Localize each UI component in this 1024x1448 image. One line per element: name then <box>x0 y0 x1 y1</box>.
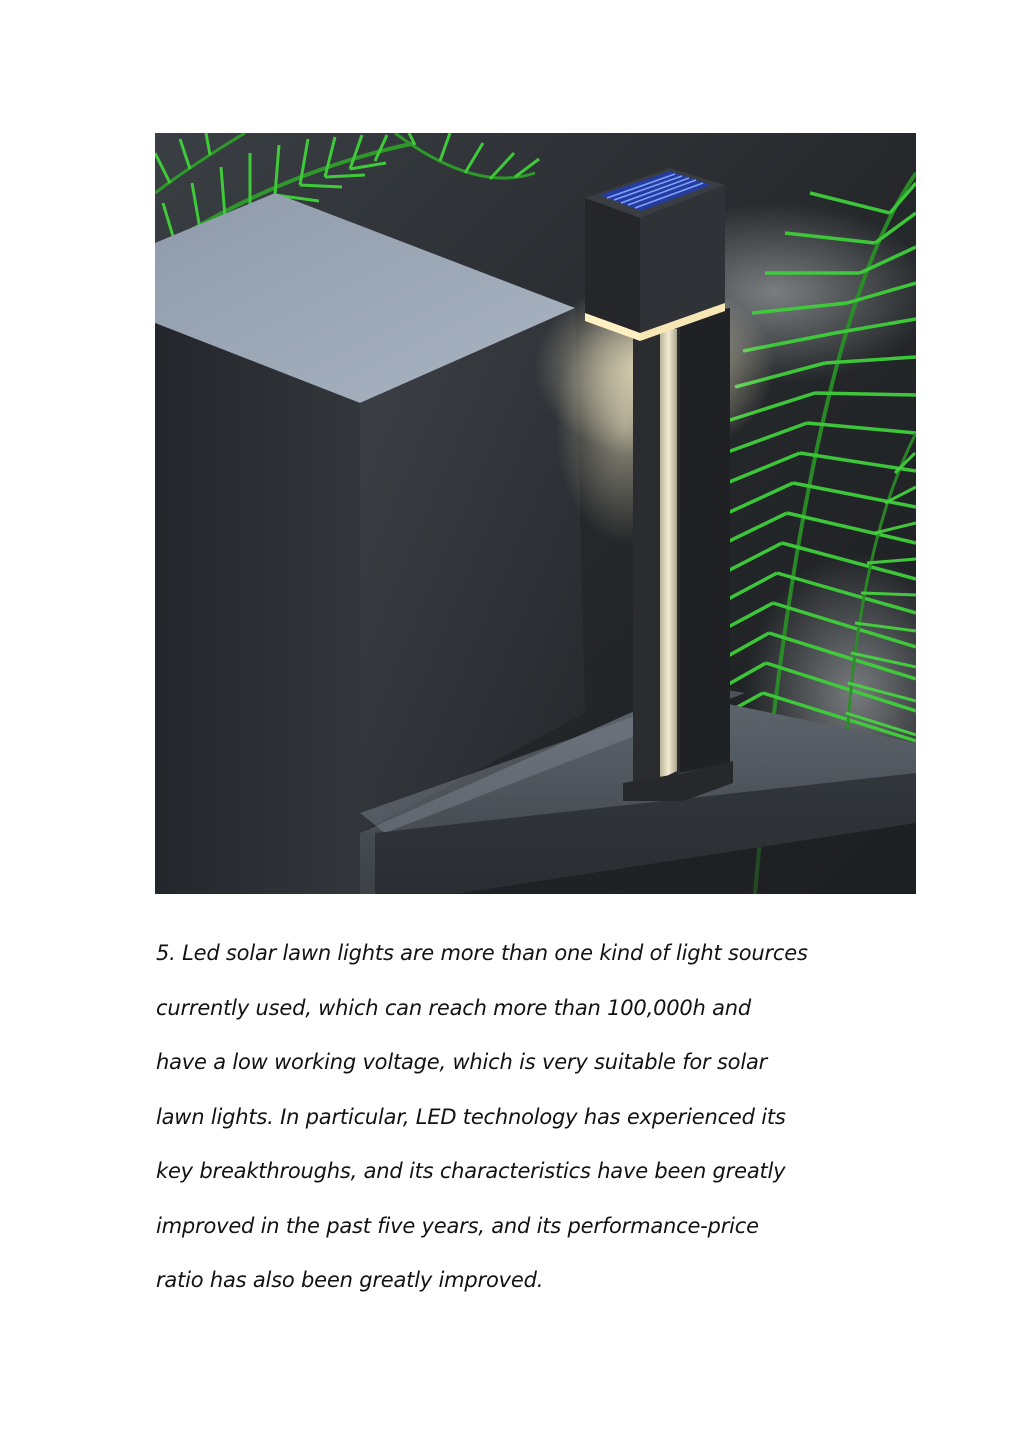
paragraph-line: improved in the past five years, and its performance-price <box>156 1213 759 1238</box>
description-paragraph <box>156 926 896 1308</box>
paragraph-line: ratio has also been greatly improved. <box>156 1268 544 1292</box>
paragraph-line: have a low working voltage, which is very suitable for solar <box>156 1050 768 1074</box>
paragraph-line: key breakthroughs, and its characteristics have been greatly <box>156 1159 786 1183</box>
paragraph-line: 5. Led solar lawn lights are more than one kind of light sources <box>156 941 808 965</box>
paragraph-line: lawn lights. In particular, LED technology has experienced its <box>156 1104 786 1129</box>
product-photo <box>155 133 916 894</box>
paragraph-line: currently used, which can reach more than 100,000h and <box>156 995 752 1020</box>
solar-lawn-light-illustration <box>155 133 916 894</box>
